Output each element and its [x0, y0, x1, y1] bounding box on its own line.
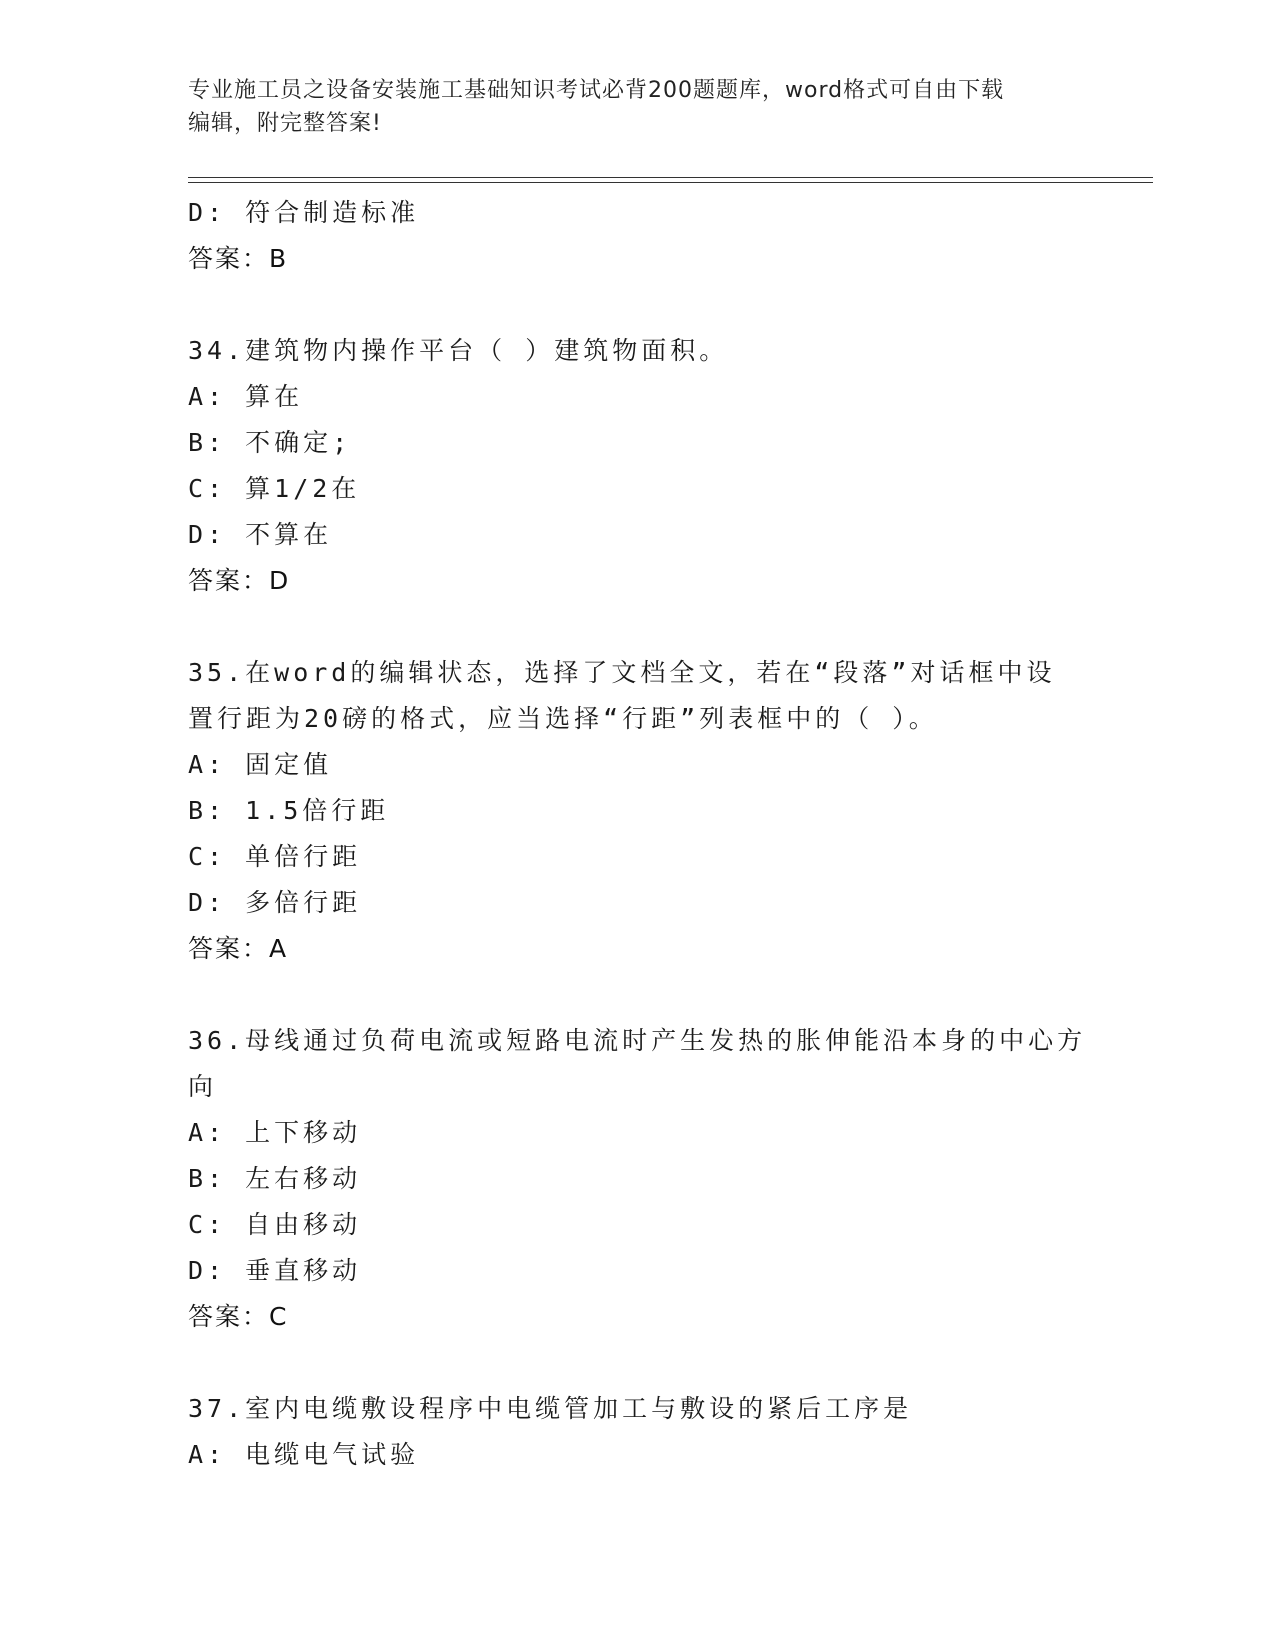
question-stem-line-1: 36.母线通过负荷电流或短路电流时产生发热的胀伸能沿本身的中心方 — [188, 1026, 1087, 1055]
answer-line: 答案：C — [188, 1302, 289, 1331]
header-line-2: 编辑，附完整答案! — [188, 111, 382, 136]
option-d: D: 符合制造标准 — [188, 198, 420, 227]
question-37 — [188, 1386, 1088, 1478]
question-stem: 34.建筑物内操作平台（ ）建筑物面积。 — [188, 336, 729, 365]
spacer — [188, 1340, 1088, 1386]
document-header — [188, 74, 1088, 140]
option-d: D: 多倍行距 — [188, 888, 362, 917]
header-divider-top — [188, 177, 1153, 178]
question-stem-line-2: 向 — [188, 1072, 218, 1101]
option-b: B: 1.5倍行距 — [188, 796, 390, 825]
header-divider-bottom — [188, 182, 1153, 183]
question-36 — [188, 1018, 1088, 1340]
spacer — [188, 972, 1088, 1018]
question-35 — [188, 650, 1088, 972]
answer-line: 答案：D — [188, 566, 291, 595]
question-stem: 37.室内电缆敷设程序中电缆管加工与敷设的紧后工序是 — [188, 1394, 913, 1423]
option-a: A: 上下移动 — [188, 1118, 362, 1147]
option-a: A: 算在 — [188, 382, 304, 411]
option-b: B: 不确定; — [188, 428, 352, 457]
spacer — [188, 604, 1088, 650]
option-d: D: 不算在 — [188, 520, 333, 549]
question-34 — [188, 328, 1088, 604]
answer-line: 答案：B — [188, 244, 289, 273]
option-b: B: 左右移动 — [188, 1164, 362, 1193]
option-a: A: 固定值 — [188, 750, 333, 779]
spacer — [188, 282, 1088, 328]
previous-question-tail — [188, 190, 1088, 282]
question-stem-line-2: 置行距为20磅的格式，应当选择“行距”列表框中的（ ）。 — [188, 704, 938, 733]
header-line-1: 专业施工员之设备安装施工基础知识考试必背200题题库，word格式可自由下载 — [188, 78, 1005, 103]
option-c: C: 算1/2在 — [188, 474, 361, 503]
document-body — [188, 190, 1088, 1478]
option-a: A: 电缆电气试验 — [188, 1440, 420, 1469]
option-c: C: 自由移动 — [188, 1210, 362, 1239]
answer-line: 答案：A — [188, 934, 289, 963]
option-c: C: 单倍行距 — [188, 842, 362, 871]
question-stem-line-1: 35.在word的编辑状态，选择了文档全文，若在“段落”对话框中设 — [188, 658, 1056, 687]
option-d: D: 垂直移动 — [188, 1256, 362, 1285]
